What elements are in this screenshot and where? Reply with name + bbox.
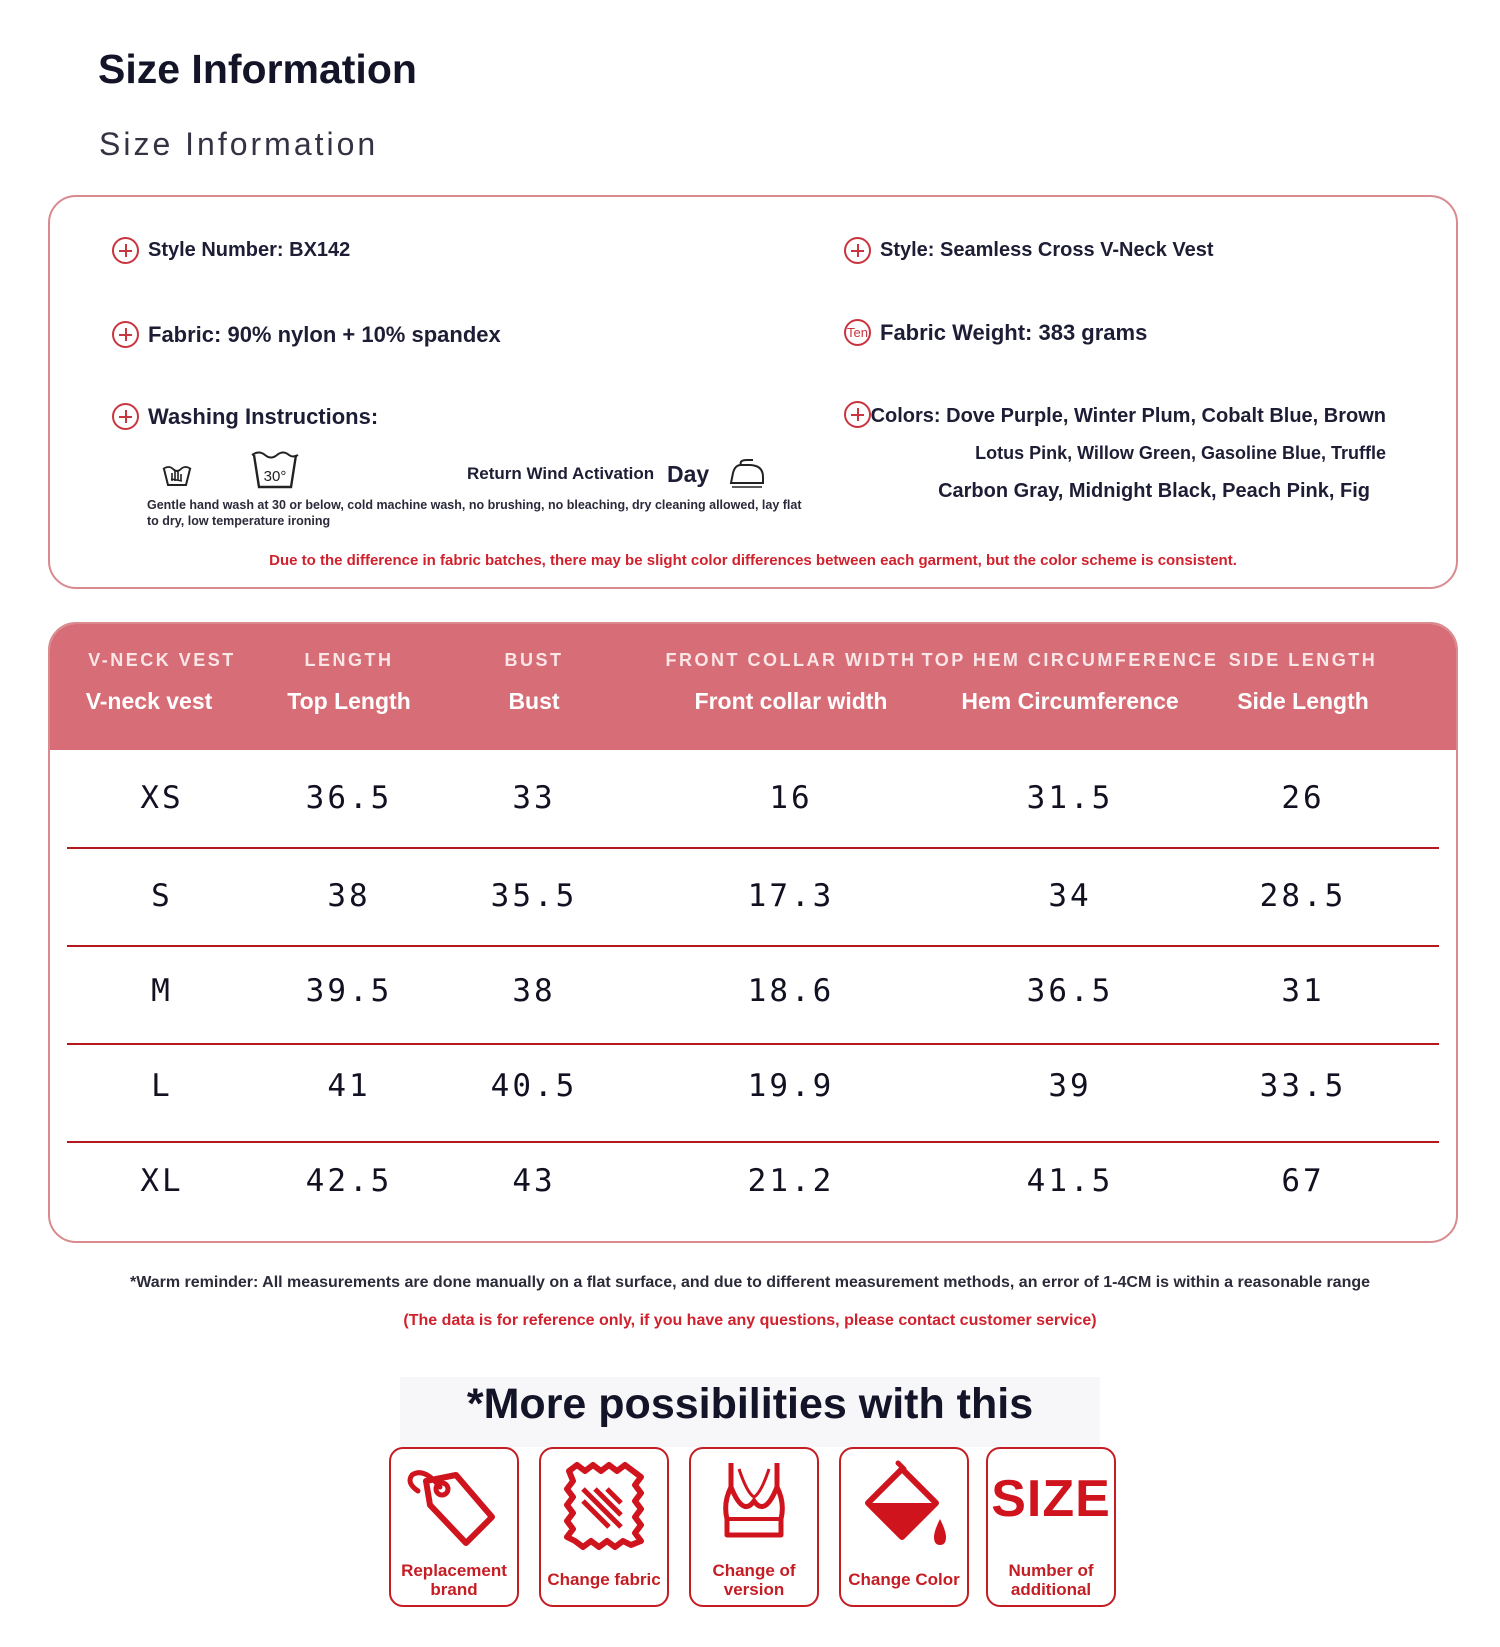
table-cell: 41 (327, 1067, 371, 1104)
table-row (50, 750, 1456, 845)
wash-description: Gentle hand wash at 30 or below, cold machine wash, no brushing, no bleaching, dry cleaning allowed, lay flat to dry, low temperature ironing (147, 498, 802, 528)
col-header-en: SIDE LENGTH (1228, 650, 1378, 670)
bra-icon (709, 1457, 799, 1547)
reference-note: (The data is for reference only, if you have any questions, please contact customer service) (403, 1312, 1097, 1329)
col-header-en: V-NECK VEST (88, 650, 236, 670)
table-cell: XS (140, 779, 184, 816)
card-label: brand (430, 1580, 478, 1599)
color-difference-note: Due to the difference in fabric batches, there may be slight color differences between each garment, but the color scheme is consistent. (269, 552, 1237, 569)
wash-temp-label: 30° (263, 468, 287, 485)
table-cell: L (151, 1067, 173, 1104)
table-cell: 17.3 (747, 877, 835, 914)
table-cell: 21.2 (747, 1162, 835, 1199)
plus-circle-icon (844, 401, 871, 428)
col-header-en: FRONT COLLAR WIDTH (665, 650, 917, 670)
colors-line-1: Colors: Dove Purple, Winter Plum, Cobalt Blue, Brown (870, 405, 1386, 427)
table-cell: XL (140, 1162, 184, 1199)
table-cell: 35.5 (490, 877, 578, 914)
col-header-label: Hem Circumference (961, 688, 1179, 714)
table-header (50, 624, 1456, 750)
col-header-label: Top Length (287, 688, 411, 714)
table-cell: S (151, 877, 173, 914)
fabric-weight-text: Fabric Weight: 383 grams (880, 319, 1148, 345)
size-icon: SIZE (991, 1470, 1111, 1528)
col-header-en: TOP HEM CIRCUMFERENCE (921, 650, 1219, 670)
style-number-text: Style Number: BX142 (148, 239, 351, 261)
table-cell: 36.5 (305, 779, 393, 816)
table-cell: 33.5 (1259, 1067, 1347, 1104)
table-cell: 34 (1048, 877, 1092, 914)
card-label: Number of (1008, 1561, 1094, 1580)
table-cell: 38 (327, 877, 371, 914)
colors-line-3: Carbon Gray, Midnight Black, Peach Pink, Fig (938, 480, 1370, 502)
hand-wash-icon (161, 459, 193, 489)
wash-activation-text: Return Wind Activation (467, 464, 655, 483)
table-cell: 40.5 (490, 1067, 578, 1104)
table-cell: 67 (1281, 1162, 1325, 1199)
table-cell: 36.5 (1026, 972, 1114, 1009)
table-row (50, 848, 1456, 943)
more-possibilities-title: *More possibilities with this (466, 1380, 1034, 1428)
table-cell: 18.6 (747, 972, 835, 1009)
page-title: Size Information (98, 46, 417, 92)
machine-wash-30-icon (251, 449, 299, 491)
card-number-additional (986, 1447, 1116, 1607)
style-number-item (112, 237, 350, 264)
style-item (844, 237, 1214, 264)
colors-line-2: Lotus Pink, Willow Green, Gasoline Blue, Truffle (975, 443, 1386, 463)
ten-circle-icon: Ten (844, 319, 871, 346)
table-cell: 26 (1281, 779, 1325, 816)
fabric-icon (559, 1461, 649, 1551)
table-cell: 31 (1281, 972, 1325, 1009)
card-label: Change of (712, 1561, 796, 1580)
table-cell: M (151, 972, 173, 1009)
washing-instructions (147, 459, 847, 529)
card-replacement-brand (389, 1447, 519, 1607)
table-row (50, 943, 1456, 1038)
table-cell: 42.5 (305, 1162, 393, 1199)
table-cell: 41.5 (1026, 1162, 1114, 1199)
plus-circle-icon (112, 237, 139, 264)
table-cell: 19.9 (747, 1067, 835, 1104)
table-row (50, 1133, 1456, 1228)
table-row (50, 1038, 1456, 1133)
table-cell: 33 (512, 779, 556, 816)
plus-circle-icon (112, 403, 139, 430)
paint-bucket-icon (854, 1457, 954, 1557)
card-label: Change fabric (547, 1570, 661, 1589)
wash-day-text: Day (667, 461, 710, 487)
col-header-en: LENGTH (304, 650, 394, 670)
fabric-text: Fabric: 90% nylon + 10% spandex (148, 321, 501, 347)
washing-item (112, 403, 378, 430)
col-header-label: V-neck vest (85, 688, 213, 714)
table-cell: 43 (512, 1162, 556, 1199)
card-label: additional (1010, 1580, 1092, 1599)
table-cell: 39 (1048, 1067, 1092, 1104)
style-text: Style: Seamless Cross V-Neck Vest (880, 239, 1214, 261)
card-label: Change Color (848, 1570, 960, 1589)
plus-circle-icon (112, 321, 139, 348)
measurement-reminder: *Warm reminder: All measurements are done manually on a flat surface, and due to different measurement methods, an error of 1-4CM is within a reasonable range (129, 1274, 1371, 1291)
card-change-version (689, 1447, 819, 1607)
table-cell: 38 (512, 972, 556, 1009)
size-table (48, 622, 1458, 1243)
card-label: version (723, 1580, 785, 1599)
col-header-label: Bust (508, 688, 560, 714)
fabric-item (112, 321, 501, 348)
table-cell: 28.5 (1259, 877, 1347, 914)
table-cell: 16 (769, 779, 813, 816)
product-info-panel (48, 195, 1458, 589)
washing-title: Washing Instructions: (148, 403, 379, 429)
iron-low-icon (727, 457, 767, 489)
card-change-fabric (539, 1447, 669, 1607)
fabric-weight-item (844, 319, 1147, 346)
table-cell: 39.5 (305, 972, 393, 1009)
card-change-color (839, 1447, 969, 1607)
tag-icon (404, 1461, 504, 1551)
col-header-en: BUST (504, 650, 564, 670)
table-cell: 31.5 (1026, 779, 1114, 816)
col-header-label: Side Length (1237, 688, 1369, 714)
col-header-label: Front collar width (694, 688, 888, 714)
page-subtitle: Size Information (99, 126, 379, 162)
card-label: Replacement (401, 1561, 507, 1580)
plus-circle-icon (844, 237, 871, 264)
